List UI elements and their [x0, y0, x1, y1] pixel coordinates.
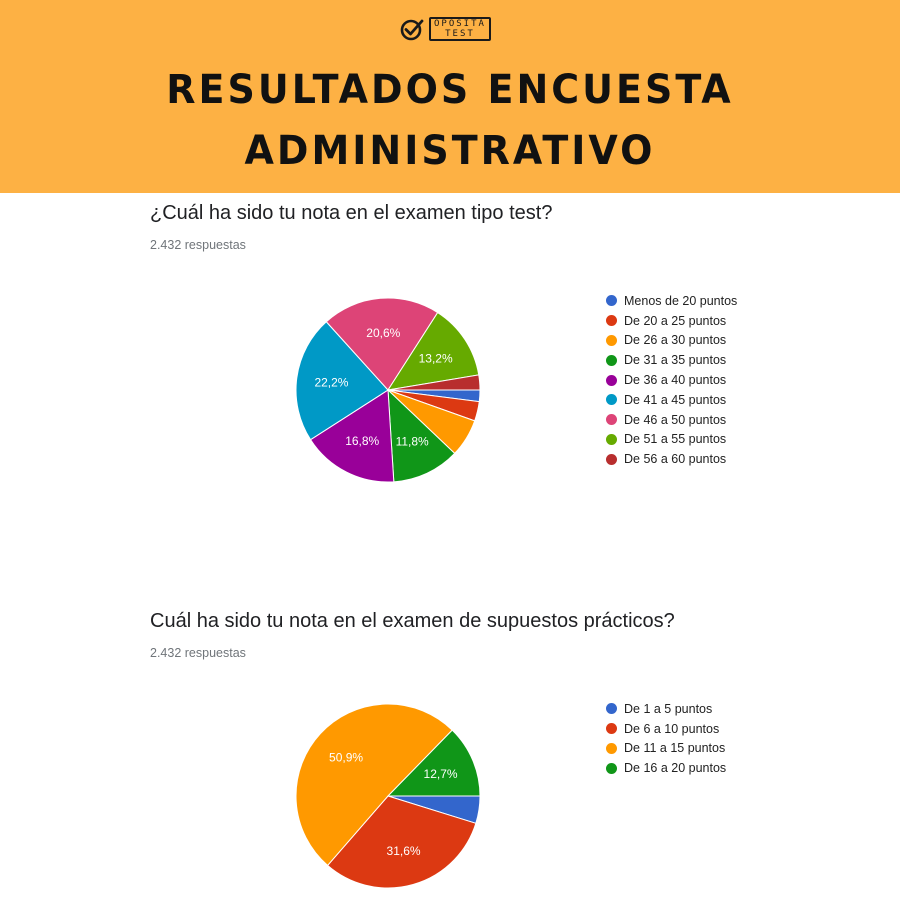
legend-item-de-16-a-20-puntos — [606, 758, 726, 778]
pie-data-label: 22,2% — [314, 375, 349, 390]
survey-question-2 — [150, 608, 900, 900]
legend-label: De 6 a 10 puntos — [624, 721, 720, 736]
legend-item-de-31-a-35-puntos — [606, 350, 737, 370]
header-banner — [0, 0, 900, 193]
legend-swatch — [606, 414, 617, 425]
pie-data-label: 31,6% — [386, 843, 421, 858]
legend-label: De 1 a 5 puntos — [624, 701, 713, 716]
legend-swatch — [606, 763, 617, 774]
check-circle-icon — [399, 16, 425, 42]
pie-data-label: 16,8% — [345, 433, 380, 448]
response-count: 2.432 respuestas — [150, 646, 246, 660]
response-count: 2.432 respuestas — [150, 238, 246, 252]
legend-label: De 46 a 50 puntos — [624, 412, 727, 427]
legend-swatch — [606, 434, 617, 445]
pie-data-label: 12,7% — [423, 766, 458, 781]
legend-item-de-56-a-60-puntos — [606, 449, 737, 469]
question-title: ¿Cuál ha sido tu nota en el examen tipo test? — [150, 202, 553, 224]
survey-question-1 — [150, 200, 900, 530]
legend-swatch — [606, 394, 617, 405]
pie-chart-test-score — [150, 200, 900, 530]
legend-label: De 16 a 20 puntos — [624, 761, 727, 776]
legend-label: De 20 a 25 puntos — [624, 313, 727, 328]
question-title: Cuál ha sido tu nota en el examen de supuestos prácticos? — [150, 610, 675, 632]
chart-legend — [606, 291, 737, 469]
legend-swatch — [606, 315, 617, 326]
legend-label: De 36 a 40 puntos — [624, 373, 727, 388]
legend-item-de-6-a-10-puntos — [606, 719, 726, 739]
pie-chart-practical-score — [150, 608, 900, 900]
legend-label: Menos de 20 puntos — [624, 293, 738, 308]
title-line-1: RESULTADOS ENCUESTA — [166, 66, 734, 113]
pie-data-label: 13,2% — [418, 351, 453, 366]
legend-item-de-1-a-5-puntos — [606, 699, 726, 719]
pie-data-label: 20,6% — [366, 326, 401, 341]
legend-item-menos-de-20-puntos — [606, 291, 737, 311]
legend-swatch — [606, 355, 617, 366]
legend-label: De 41 a 45 puntos — [624, 392, 727, 407]
legend-swatch — [606, 743, 617, 754]
page-title — [0, 59, 900, 181]
legend-label: De 56 a 60 puntos — [624, 452, 727, 467]
logo-wordmark: OPOSITA TEST — [429, 17, 491, 41]
legend-label: De 11 a 15 puntos — [624, 741, 726, 756]
legend-swatch — [606, 454, 617, 465]
legend-item-de-41-a-45-puntos — [606, 390, 737, 410]
legend-label: De 31 a 35 puntos — [624, 353, 727, 368]
legend-swatch — [606, 335, 617, 346]
legend-item-de-11-a-15-puntos — [606, 739, 726, 759]
legend-swatch — [606, 703, 617, 714]
legend-label: De 26 a 30 puntos — [624, 333, 727, 348]
legend-swatch — [606, 295, 617, 306]
legend-swatch — [606, 375, 617, 386]
legend-item-de-26-a-30-puntos — [606, 331, 737, 351]
legend-item-de-20-a-25-puntos — [606, 311, 737, 331]
legend-swatch — [606, 723, 617, 734]
legend-item-de-36-a-40-puntos — [606, 370, 737, 390]
chart-legend — [606, 699, 726, 778]
legend-label: De 51 a 55 puntos — [624, 432, 727, 447]
oposita-test-logo — [399, 14, 491, 44]
title-line-2: ADMINISTRATIVO — [244, 127, 656, 174]
legend-item-de-51-a-55-puntos — [606, 430, 737, 450]
pie-data-label: 11,8% — [395, 434, 429, 449]
pie-data-label: 50,9% — [329, 750, 364, 765]
legend-item-de-46-a-50-puntos — [606, 410, 737, 430]
